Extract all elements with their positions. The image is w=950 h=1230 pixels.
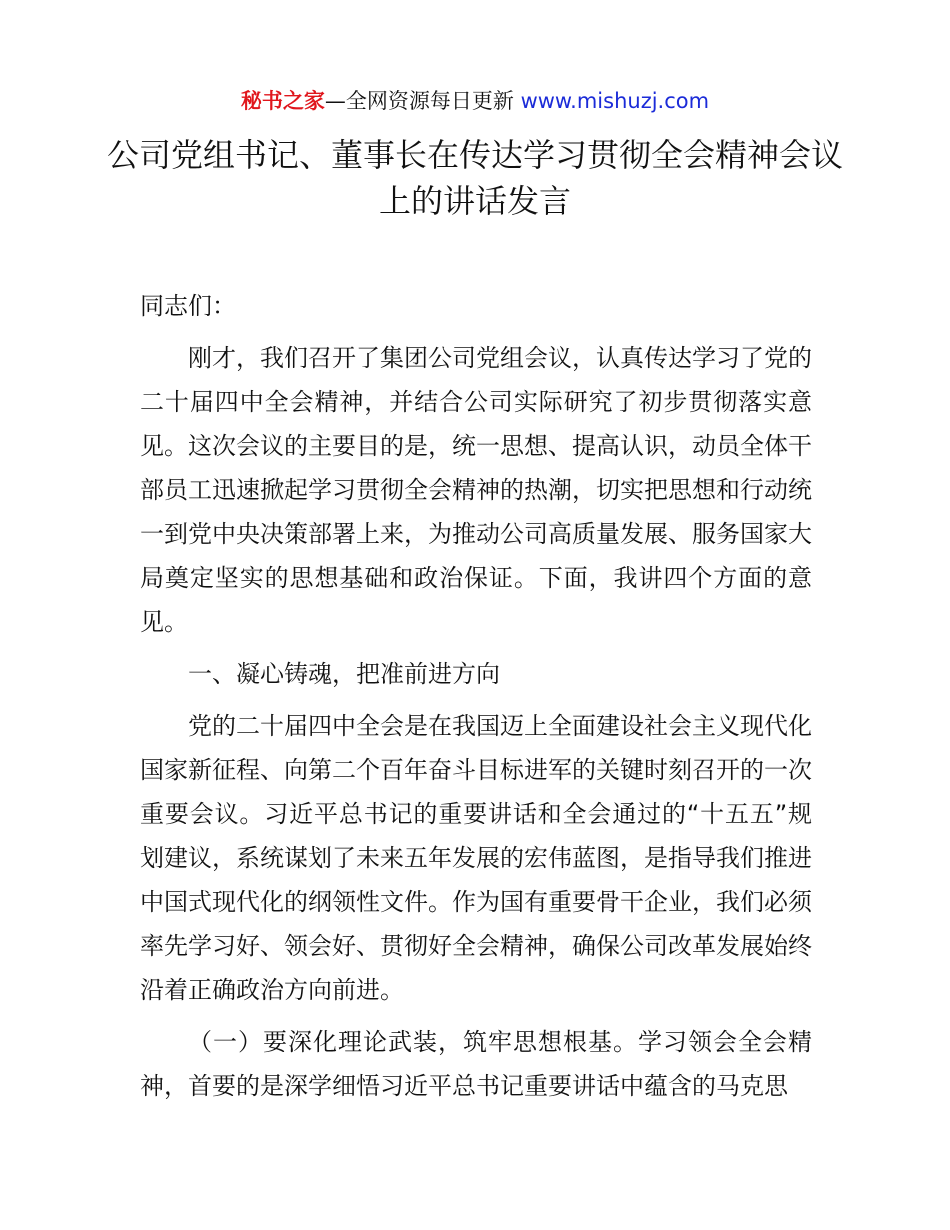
site-url-link[interactable]: www.mishuzj.com — [520, 89, 710, 113]
document-body — [140, 284, 812, 1116]
site-tagline: —全网资源每日更新 — [324, 89, 521, 113]
paragraph-section-1: 党的二十届四中全会是在我国迈上全面建设社会主义现代化国家新征程、向第二个百年奋斗目标进军的关键时刻召开的一次重要会议。习近平总书记的重要讲话和全会通过的“十五五”规划建议，系统谋划了未来五年发展的宏伟蓝图，是指导我们推进中国式现代化的纲领性文件。作为国有重要骨干企业，我们必须率先学习好、领会好、贯彻好全会精神，确保公司改革发展始终沿着正确政治方向前进。 — [140, 712, 812, 1004]
site-brand: 秘书之家 — [240, 89, 325, 113]
paragraph-intro: 刚才，我们召开了集团公司党组会议，认真传达学习了党的二十届四中全会精神，并结合公司实际研究了初步贯彻落实意见。这次会议的主要目的是，统一思想、提高认识，动员全体干部员工迅速掀起学习贯彻全会精神的热潮，切实把思想和行动统一到党中央决策部署上来，为推动公司高质量发展、服务国家大局奠定坚实的思想基础和政治保证。下面，我讲四个方面的意见。 — [140, 344, 812, 636]
site-header — [0, 86, 950, 116]
document-title: 公司党组书记、董事长在传达学习贯彻全会精神会议上的讲话发言 — [106, 136, 843, 220]
section-heading-1: 一、凝心铸魂，把准前进方向 — [188, 660, 500, 688]
salutation: 同志们： — [140, 292, 236, 320]
paragraph-subsection-1: （一）要深化理论武装，筑牢思想根基。学习领会全会精神，首要的是深学细悟习近平总书记重要讲话中蕴含的马克思 — [140, 1028, 812, 1100]
